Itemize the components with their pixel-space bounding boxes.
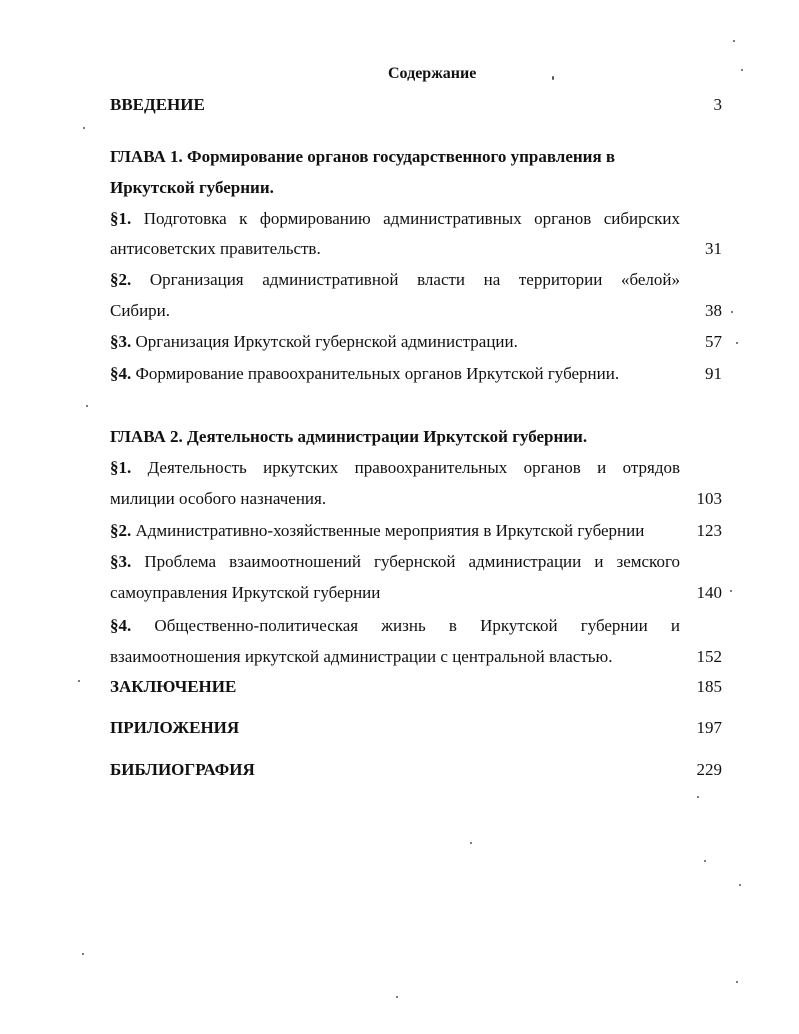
section-title: Административно-хозяйственные мероприятия в Иркутской губернии xyxy=(135,521,645,540)
scan-speck xyxy=(733,40,735,42)
scan-speck xyxy=(731,311,733,313)
section-title: Проблема взаимоотношений губернской администрации и земского xyxy=(144,552,681,571)
scan-speck xyxy=(78,680,80,682)
scan-speck xyxy=(83,127,85,129)
toc-bibliography-page: 229 xyxy=(696,760,722,779)
ch1-section4-line1 xyxy=(110,365,619,382)
ch2-section1-page: 103 xyxy=(696,489,722,508)
scan-speck xyxy=(396,996,398,998)
page-title: Содержание xyxy=(388,65,477,82)
section-number: §4. xyxy=(110,616,132,635)
scan-speck xyxy=(739,884,741,886)
scan-speck xyxy=(736,342,738,344)
ch1-section1-line1 xyxy=(110,210,680,227)
toc-intro-label: ВВЕДЕНИЕ xyxy=(110,95,205,114)
ch2-section1-line2: милиции особого назначения. xyxy=(110,489,327,508)
toc-intro-page: 3 xyxy=(713,95,722,114)
ch2-section1-line1 xyxy=(110,459,680,476)
scan-speck xyxy=(730,590,732,592)
section-title: Организация административной власти на территории «белой» xyxy=(149,270,680,289)
scan-speck xyxy=(697,796,699,798)
section-title: Организация Иркутской губернской администрации. xyxy=(135,332,518,351)
section-number: §1. xyxy=(110,209,132,228)
ch2-section3-line2: самоуправления Иркутской губернии xyxy=(110,583,381,602)
ch2-section4-line1 xyxy=(110,617,680,634)
ch1-section2-line1 xyxy=(110,271,680,288)
section-title: Подготовка к формированию административных органов сибирских xyxy=(143,209,681,228)
section-number: §2. xyxy=(110,270,132,289)
section-number: §3. xyxy=(110,552,132,571)
scan-speck xyxy=(552,76,554,80)
ch2-section2-line1 xyxy=(110,522,644,539)
section-title: Общественно-политическая жизнь в Иркутской губернии и xyxy=(154,616,680,635)
section-number: §1. xyxy=(110,458,132,477)
scan-speck xyxy=(741,69,743,71)
ch2-section3-page: 140 xyxy=(696,583,722,602)
scan-speck xyxy=(86,405,88,407)
section-number: §3. xyxy=(110,332,132,351)
section-number: §4. xyxy=(110,364,132,383)
ch2-section4-page: 152 xyxy=(696,647,722,666)
toc-appendices-label: ПРИЛОЖЕНИЯ xyxy=(110,718,240,737)
toc-appendices-page: 197 xyxy=(696,718,722,737)
section-number: §2. xyxy=(110,521,132,540)
ch2-section4-line2: взаимоотношения иркутской администрации с центральной властью. xyxy=(110,647,613,666)
ch2-section3-line1 xyxy=(110,553,680,570)
section-title: Формирование правоохранительных органов Иркутской губернии. xyxy=(135,364,620,383)
ch1-section2-line2: Сибири. xyxy=(110,301,171,320)
scan-speck xyxy=(704,860,706,862)
chapter1-heading-line2: Иркутской губернии. xyxy=(110,178,274,197)
toc-conclusion-page: 185 xyxy=(696,677,722,696)
toc-conclusion-label: ЗАКЛЮЧЕНИЕ xyxy=(110,677,237,696)
ch1-section3-page: 57 xyxy=(705,332,722,351)
scan-speck xyxy=(82,953,84,955)
chapter2-heading: ГЛАВА 2. Деятельность администрации Иркутской губернии. xyxy=(110,427,588,446)
ch1-section2-page: 38 xyxy=(705,301,722,320)
section-title: Деятельность иркутских правоохранительных органов и отрядов xyxy=(147,458,680,477)
toc-bibliography-label: БИБЛИОГРАФИЯ xyxy=(110,760,255,779)
chapter1-heading-line1: ГЛАВА 1. Формирование органов государственного управления в xyxy=(110,147,616,166)
ch2-section2-page: 123 xyxy=(696,521,722,540)
scan-speck xyxy=(736,981,738,983)
ch1-section1-line2: антисоветских правительств. xyxy=(110,239,321,258)
ch1-section1-page: 31 xyxy=(705,239,722,258)
ch1-section4-page: 91 xyxy=(705,364,722,383)
ch1-section3-line1 xyxy=(110,333,518,350)
scan-speck xyxy=(470,842,472,844)
